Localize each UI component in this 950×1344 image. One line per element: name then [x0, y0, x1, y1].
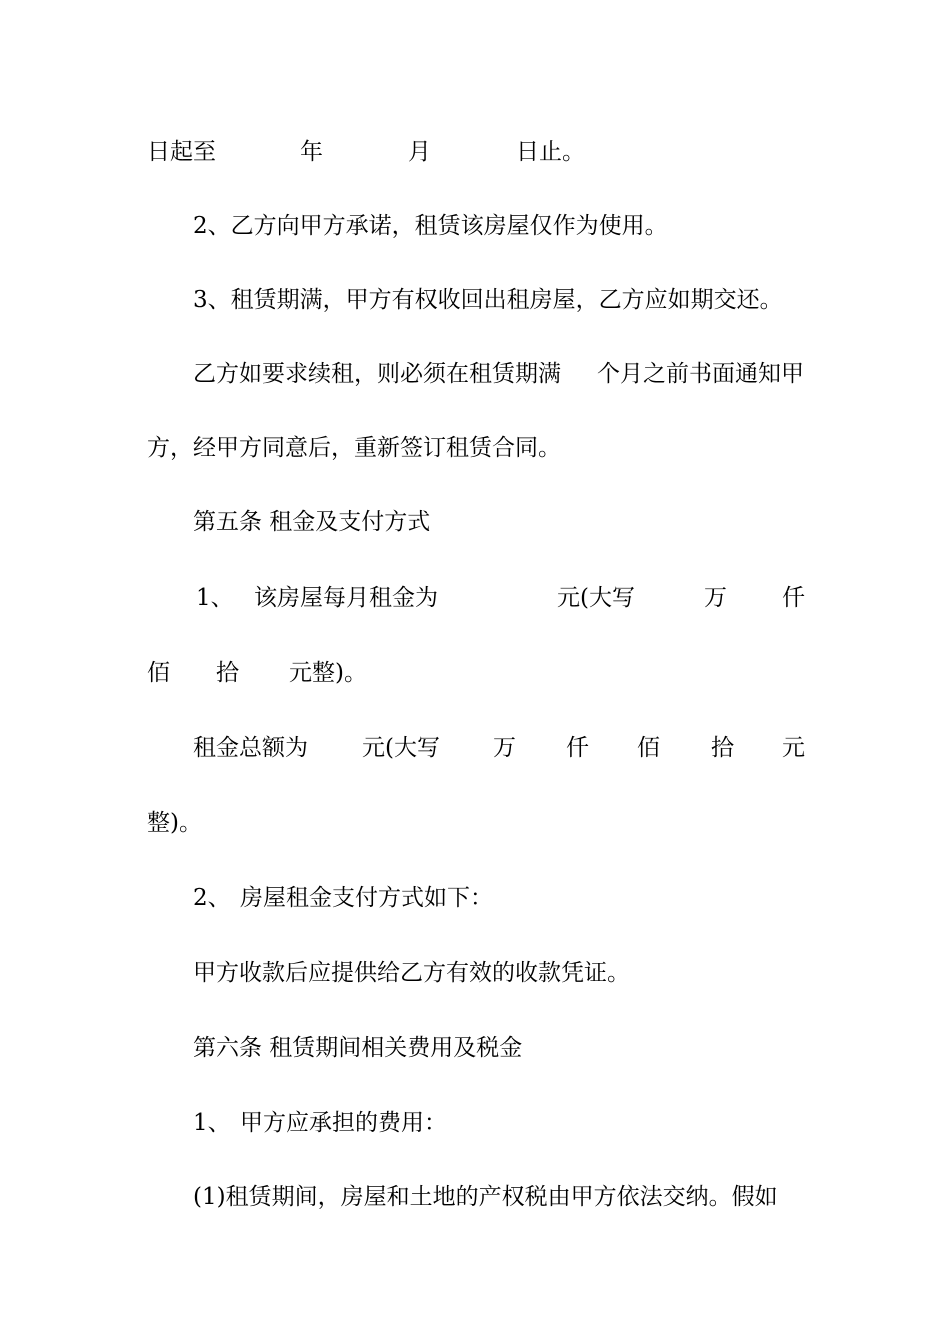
- doc-line: [240, 1108, 447, 1138]
- text-segment: 仟: [566, 735, 589, 761]
- text-segment: 甲方应承担的费用：: [240, 1110, 447, 1136]
- doc-line: [193, 1108, 231, 1138]
- doc-line: [493, 733, 516, 763]
- text-segment: 第六条 租赁期间相关费用及税金: [193, 1035, 523, 1061]
- text-segment: 拾: [711, 735, 734, 761]
- doc-line: [782, 733, 805, 763]
- text-segment: 乙方如要求续租，则必须在租赁期满: [193, 361, 561, 387]
- doc-line: [147, 433, 561, 463]
- text-segment: 第五条 租金及支付方式: [193, 509, 431, 535]
- text-segment: 万: [704, 585, 727, 611]
- doc-line: [216, 658, 239, 688]
- doc-line: [193, 733, 308, 763]
- text-segment: 年: [300, 139, 323, 165]
- doc-line: [193, 211, 668, 241]
- doc-line: [196, 583, 234, 613]
- text-segment: 仟: [782, 585, 805, 611]
- text-segment: (1)租赁期间，房屋和土地的产权税由甲方依法交纳。假如: [193, 1184, 778, 1210]
- doc-line: [193, 359, 561, 389]
- text-segment: 月: [408, 139, 431, 165]
- doc-line: [782, 583, 805, 613]
- doc-line: [147, 137, 216, 167]
- text-segment: 房屋租金支付方式如下：: [240, 885, 493, 911]
- doc-line: [193, 958, 630, 988]
- text-segment: 整)。: [147, 810, 202, 836]
- doc-line: [566, 733, 589, 763]
- doc-line: [637, 733, 660, 763]
- doc-line: [516, 137, 585, 167]
- text-segment: 拾: [216, 660, 239, 686]
- text-segment: 元(大写: [557, 585, 635, 611]
- doc-line: [300, 137, 323, 167]
- text-segment: 元: [782, 735, 805, 761]
- text-segment: 租金总额为: [193, 735, 308, 761]
- text-segment: 该房屋每月租金为: [254, 585, 438, 611]
- doc-line: [557, 583, 635, 613]
- text-segment: 佰: [637, 735, 660, 761]
- doc-line: [254, 583, 438, 613]
- doc-line: [597, 359, 804, 389]
- section-heading: [193, 1033, 522, 1063]
- text-segment: 元(大写: [362, 735, 440, 761]
- text-segment: 万: [493, 735, 516, 761]
- doc-line: [147, 808, 202, 838]
- text-segment: 日止。: [516, 139, 585, 165]
- doc-line: [711, 733, 734, 763]
- text-segment: 佰: [147, 660, 170, 686]
- text-segment: 个月之前书面通知甲: [597, 361, 804, 387]
- doc-line: [193, 285, 783, 315]
- doc-line: [147, 658, 170, 688]
- text-segment: 甲方收款后应提供给乙方有效的收款凭证。: [193, 960, 630, 986]
- text-segment: 1、: [196, 585, 234, 611]
- text-segment: 2、: [193, 885, 231, 911]
- text-segment: 日起至: [147, 139, 216, 165]
- text-segment: 1、: [193, 1110, 231, 1136]
- doc-line: [704, 583, 727, 613]
- text-segment: 3、租赁期满，甲方有权收回出租房屋，乙方应如期交还。: [193, 287, 783, 313]
- doc-line: [289, 658, 367, 688]
- section-heading: [193, 507, 430, 537]
- text-segment: 元整)。: [289, 660, 367, 686]
- doc-line: [408, 137, 431, 167]
- text-segment: 方，经甲方同意后，重新签订租赁合同。: [147, 435, 561, 461]
- doc-line: [193, 1182, 778, 1212]
- text-segment: 2、乙方向甲方承诺，租赁该房屋仅作为使用。: [193, 213, 668, 239]
- doc-line: [362, 733, 440, 763]
- doc-line: [193, 883, 231, 913]
- doc-line: [240, 883, 493, 913]
